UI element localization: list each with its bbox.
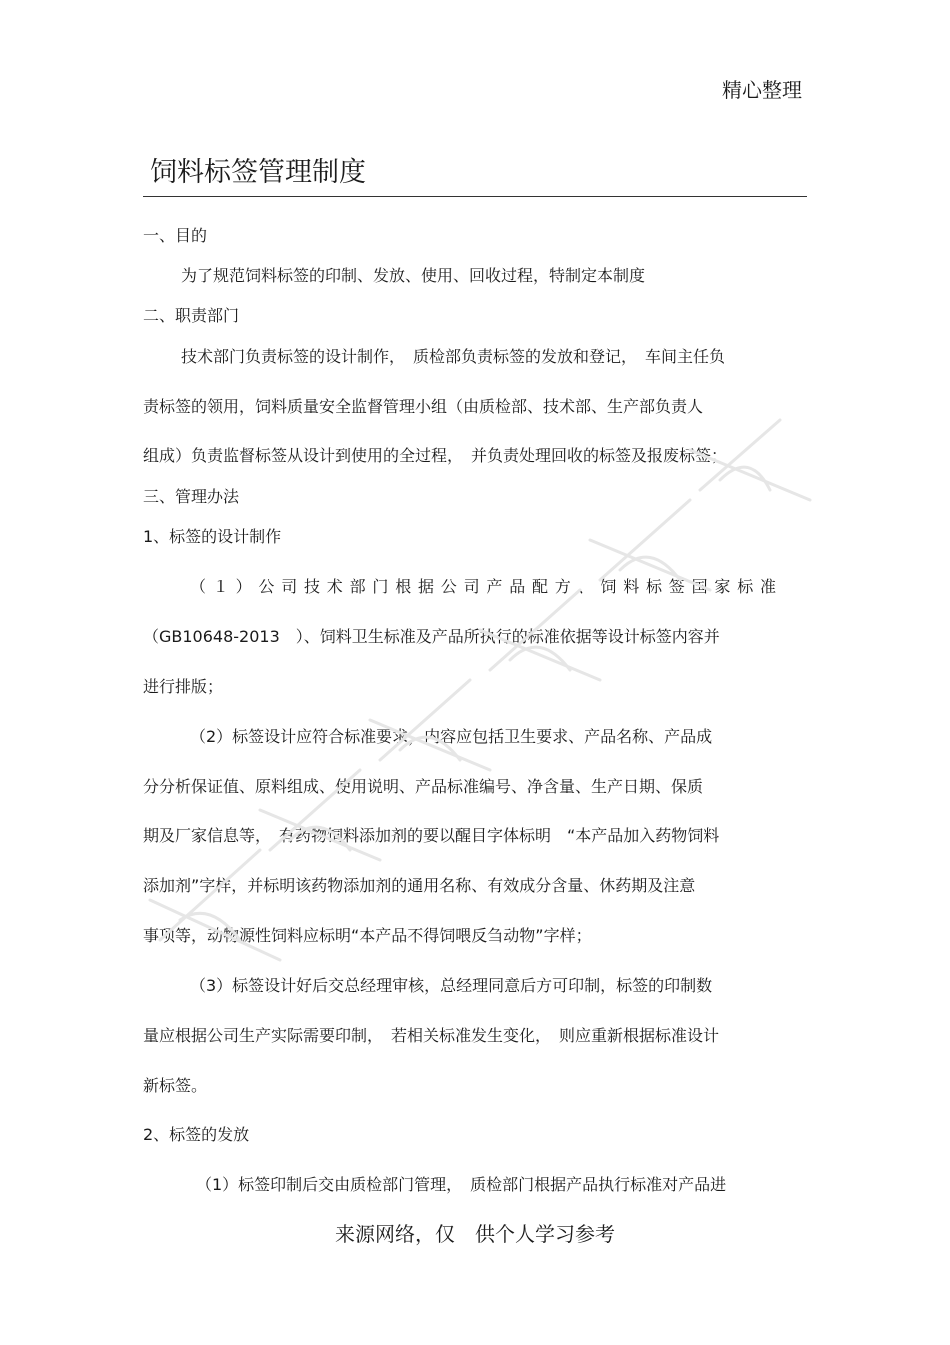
paragraph-line: （3）标签设计好后交总经理审核，总经理同意后方可印制，标签的印制数 (190, 976, 713, 995)
page-title: 饲料标签管理制度 (150, 157, 366, 188)
paragraph-line: （1）标签印制后交由质检部门管理， 质检部门根据产品执行标准对产品进 (196, 1175, 727, 1194)
footer-note: 来源网络，仅 供个人学习参考 (335, 1222, 615, 1246)
paragraph-line: 组成）负责监督标签从设计到使用的全过程， 并负责处理回收的标签及报废标签； (143, 446, 728, 465)
paragraph-line: （GB10648-2013 ）、饲料卫生标准及产品所执行的标准依据等设计标签内容并 (143, 627, 720, 646)
title-divider (143, 196, 807, 197)
watermark-graphic (120, 380, 840, 1000)
paragraph-line: （2）标签设计应符合标准要求，内容应包括卫生要求、产品名称、产品成 (190, 727, 713, 746)
paragraph-line: 进行排版； (143, 677, 224, 696)
paragraph-line: 为了规范饲料标签的印制、发放、使用、回收过程，特制定本制度 (181, 266, 646, 285)
paragraph-line: 期及厂家信息等， 有药物饲料添加剂的要以醒目字体标明 “本产品加入药物饲料 (143, 826, 720, 845)
paragraph-line: 技术部门负责标签的设计制作， 质检部负责标签的发放和登记， 车间主任负 (181, 347, 726, 366)
paragraph-line: 添加剂”字样，并标明该药物添加剂的通用名称、有效成分含量、休药期及注意 (143, 876, 696, 895)
paragraph-line: 责标签的领用，饲料质量安全监督管理小组（由质检部、技术部、生产部负责人 (143, 397, 704, 416)
paragraph-line: 事项等，动物源性饲料应标明“本产品不得饲喂反刍动物”字样； (143, 926, 592, 945)
section-heading-purpose: 一、目的 (143, 226, 208, 245)
subsection-heading-design: 1、标签的设计制作 (143, 527, 282, 546)
section-heading-methods: 三、管理办法 (143, 487, 240, 506)
paragraph-line: 新标签。 (143, 1076, 208, 1095)
subsection-heading-distribution: 2、标签的发放 (143, 1125, 250, 1144)
header-label: 精心整理 (722, 78, 802, 102)
paragraph-line: （１）公司技术部门根据公司产品配方、饲料标签国家标准 (190, 577, 783, 596)
paragraph-line: 量应根据公司生产实际需要印制， 若相关标准发生变化， 则应重新根据标准设计 (143, 1026, 720, 1045)
paragraph-line: 分分析保证值、原料组成、使用说明、产品标准编号、净含量、生产日期、保质 (143, 777, 704, 796)
section-heading-departments: 二、职责部门 (143, 306, 240, 325)
